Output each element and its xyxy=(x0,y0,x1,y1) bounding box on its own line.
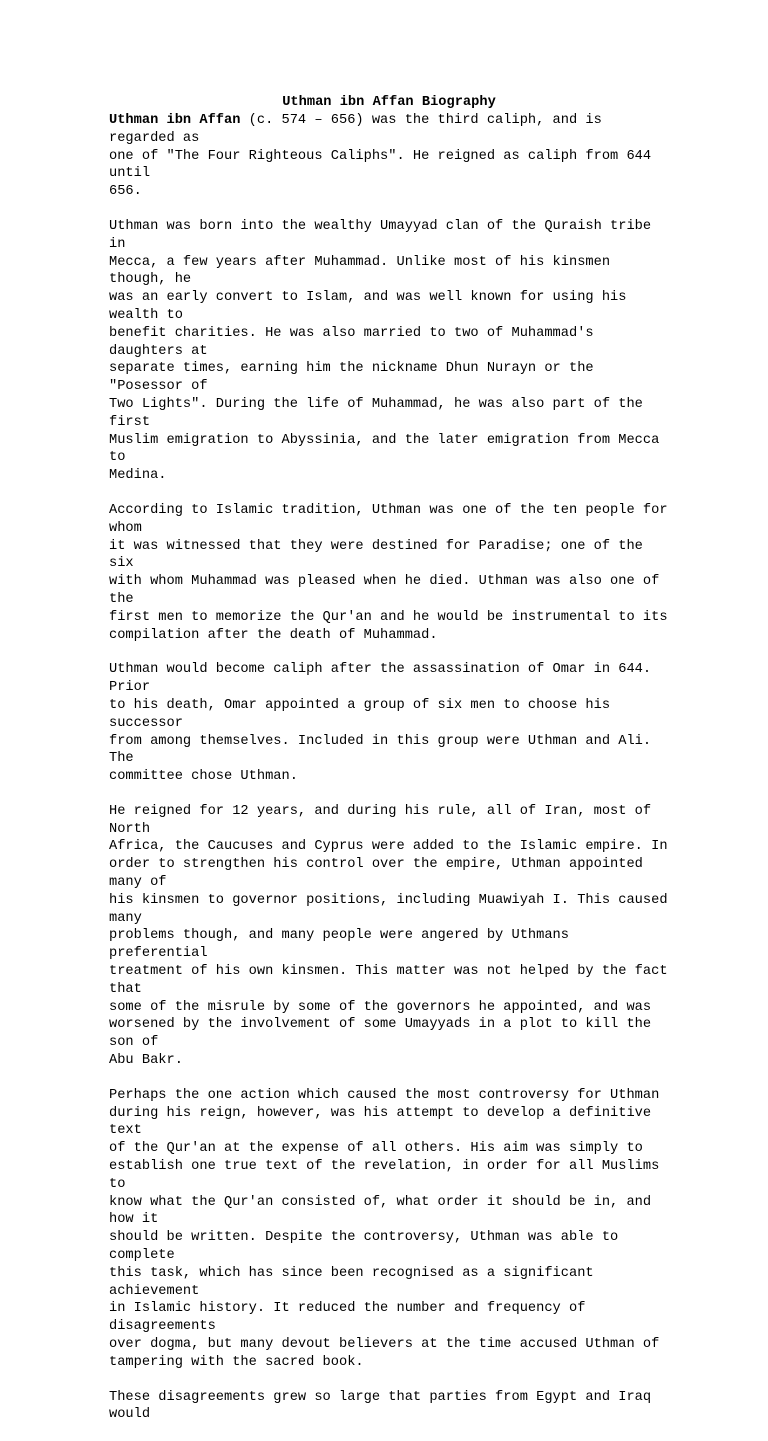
paragraph-birth: Uthman was born into the wealthy Umayyad clan of the Quraish tribe in Mecca, a few years after Muhammad. Unlike most of his kinsmen though, he was an early convert to Islam, and was well known for using his wealth to benefit charities. He was also married to two of Muhammad's daughters at separate times, earning him the nickname Dhun Nurayn or the "Posessor of Two Lights". During the life of Muhammad, he was also part of the first Muslim emigration to Abyssinia, and the later emigration from Mecca to Medina. xyxy=(109,218,660,484)
paragraph-disagreements: These disagreements grew so large that parties from Egypt and Iraq would xyxy=(109,1389,652,1423)
intro-text: (c. 574 – 656) was the third caliph, and is regarded as one of "The Four Righteous Caliphs". He reigned as caliph from 644 until 656. xyxy=(109,113,652,200)
paragraph-quran: Perhaps the one action which caused the most controversy for Uthman during his reign, however, was his attempt to develop a definitive text of the Qur'an at the expense of all others. His aim was simply to establish one true text of the revelation, in order for all Muslims to know what the Qur'an consisted of, what order it should be in, and how it should be written. Despite the controversy, Uthman was able to complete this task, which has since been recognised as a significant achievement in Islamic history. It reduced the number and frequency of disagreements over dogma, but many devout believers at the time accused Uthman of tampering with the sacred book. xyxy=(109,1087,660,1370)
paragraph-tradition: According to Islamic tradition, Uthman was one of the ten people for whom it was witnessed that they were destined for Paradise; one of the six with whom Muhammad was pleased when he died. Uthman was also one of the first men to memorize the Qur'an and he would be instrumental to its compilation after the death of Muhammad. xyxy=(109,502,668,643)
paragraph-caliphate: Uthman would become caliph after the assassination of Omar in 644. Prior to his death, Omar appointed a group of six men to choose his successor from among themselves. Included in this group were Uthman and Ali. The committee chose Uthman. xyxy=(109,662,652,785)
intro-name: Uthman ibn Affan xyxy=(109,113,241,128)
document-page xyxy=(109,94,669,1441)
document-title: Uthman ibn Affan Biography xyxy=(282,95,496,110)
intro-paragraph xyxy=(109,112,669,201)
paragraph-reign: He reigned for 12 years, and during his rule, all of Iran, most of North Africa, the Caucuses and Cyprus were added to the Islamic empire. In order to strengthen his control over the empire, Uthman appointed many of his kinsmen to governor positions, including Muawiyah I. This caused many problems though, and many people were angered by Uthmans preferential treatment of his own kinsmen. This matter was not helped by the fact that some of the misrule by some of the governors he appointed, and was worsened by the involvement of some Umayyads in a plot to kill the son of Abu Bakr. xyxy=(109,803,668,1069)
